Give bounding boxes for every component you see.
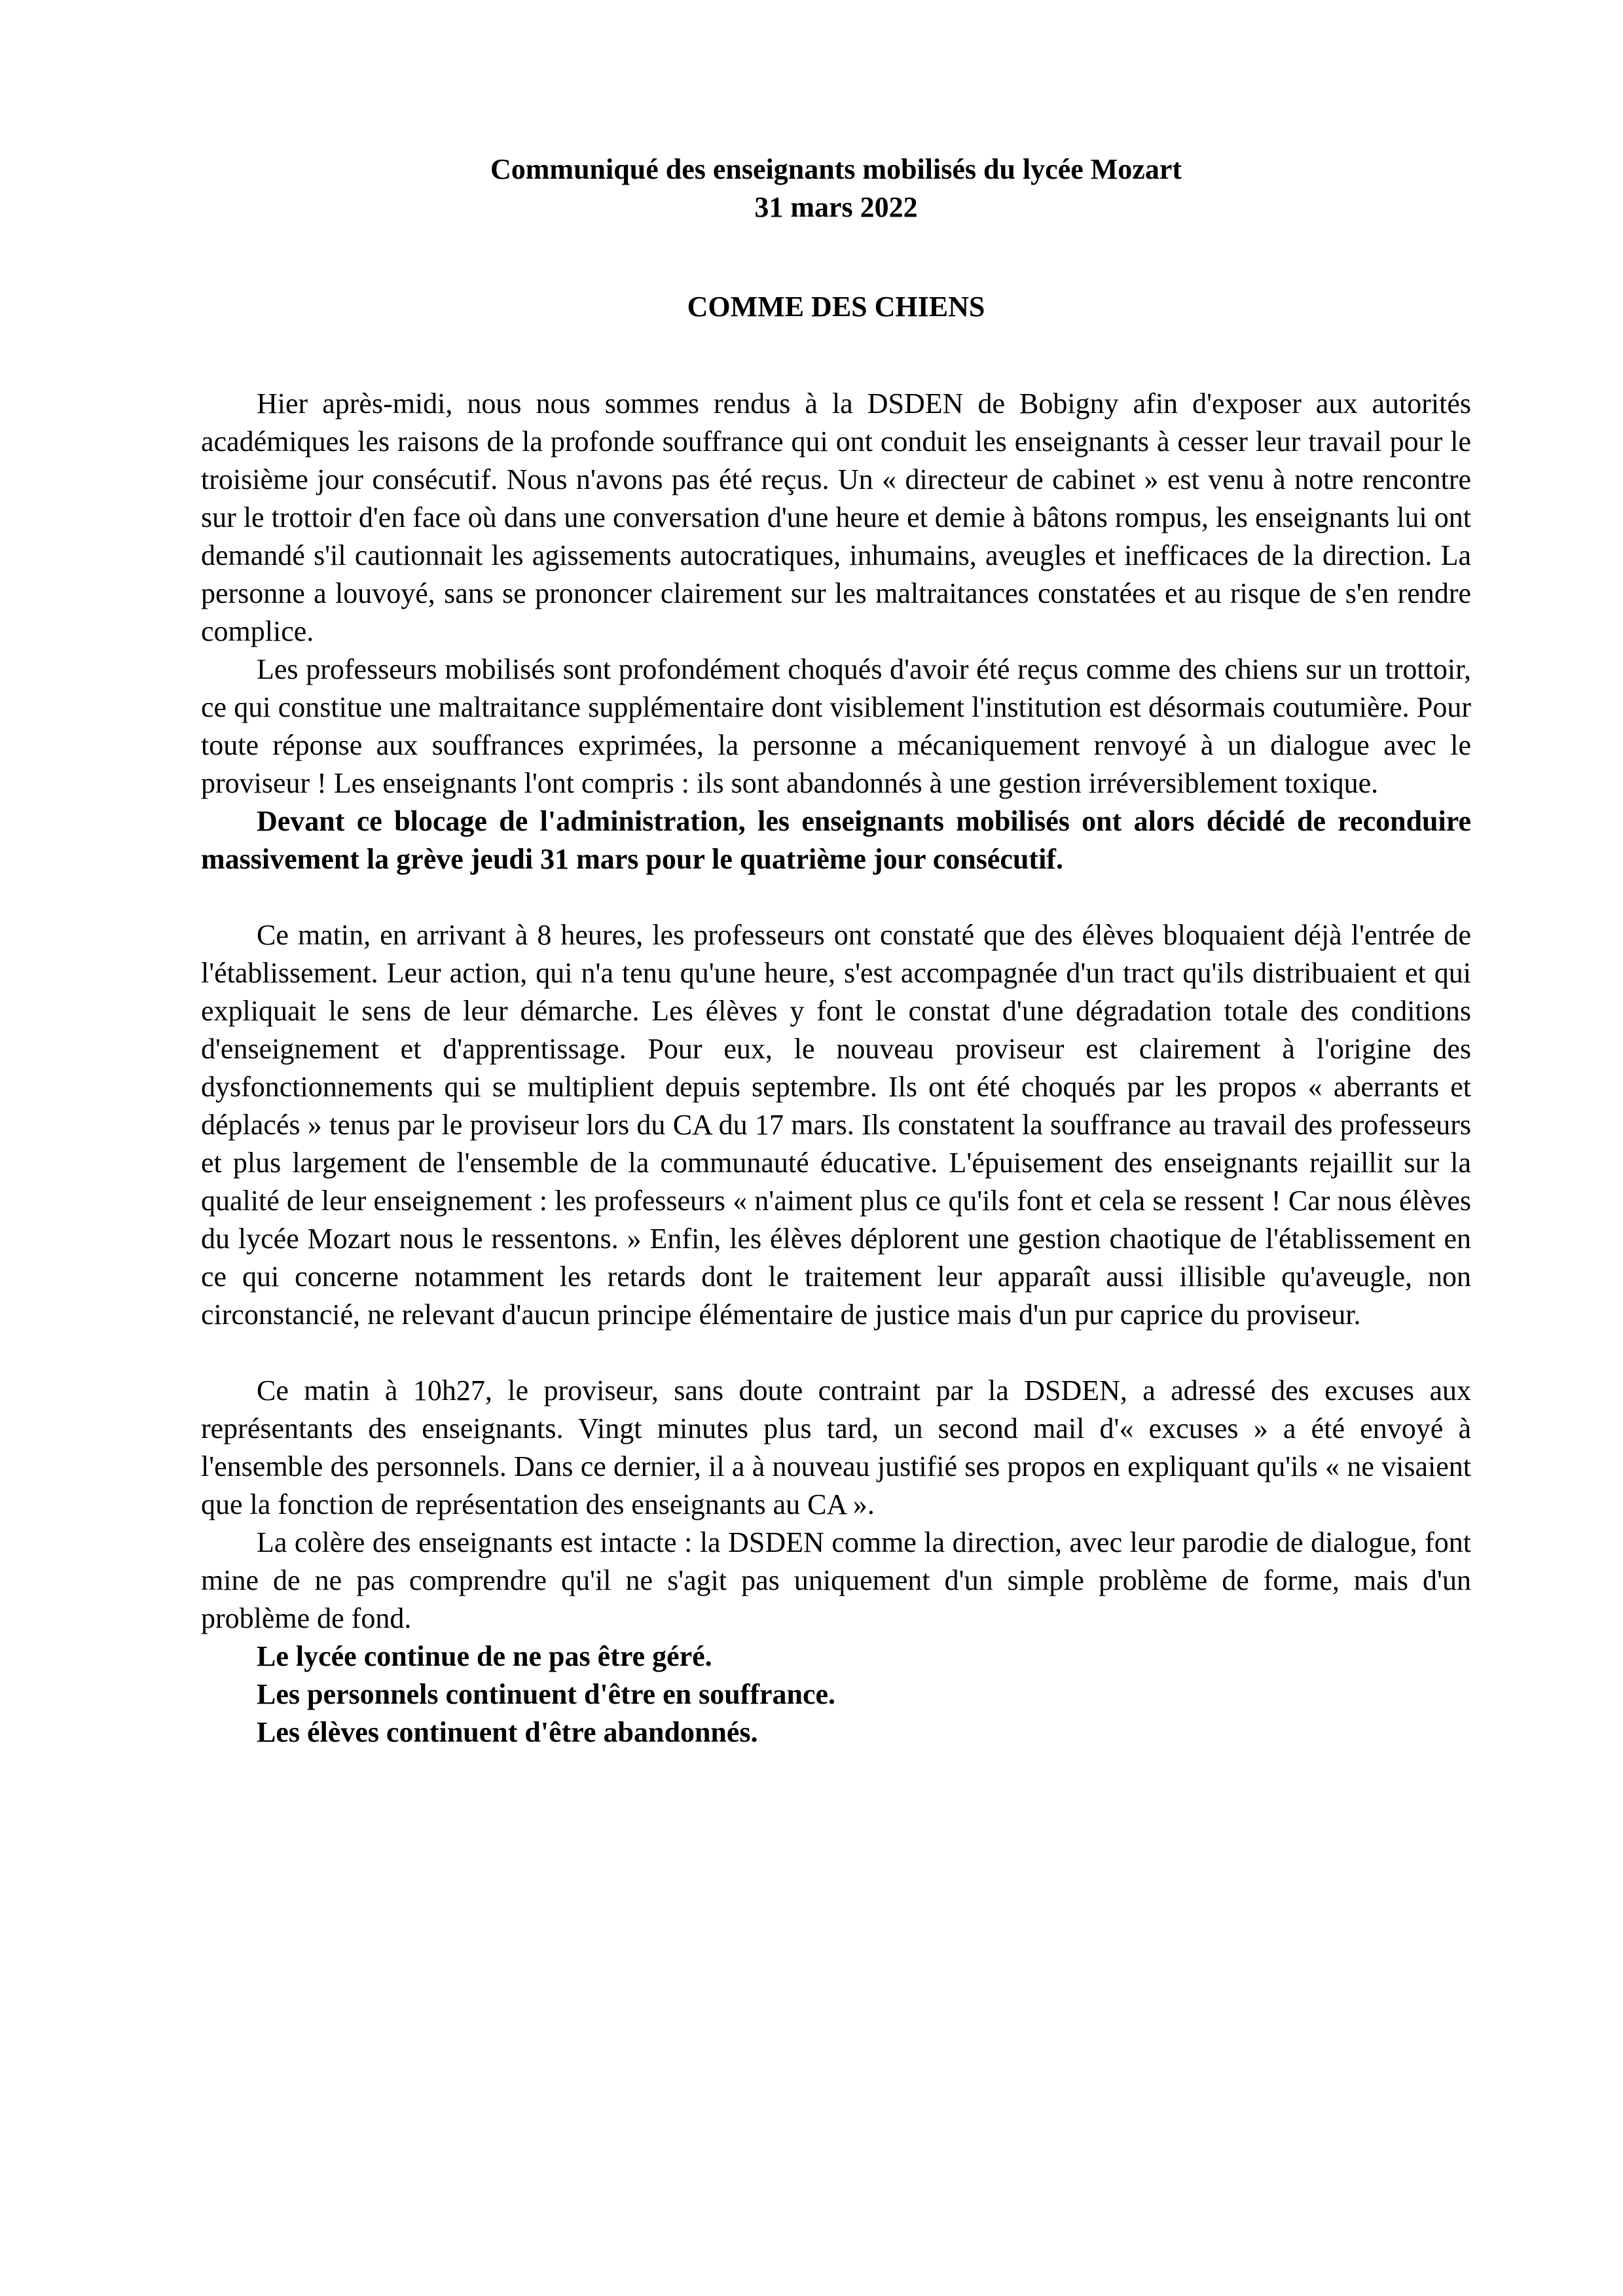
paragraph-spacer	[201, 1334, 1471, 1372]
header-title: Communiqué des enseignants mobilisés du lycée Mozart	[490, 153, 1182, 185]
paragraph-3-bold: Devant ce blocage de l'administration, les enseignants mobilisés ont alors décidé de reconduire massivement la grève jeudi 31 mars pour le quatrième jour consécutif.	[201, 805, 1471, 875]
paragraph-5: Ce matin à 10h27, le proviseur, sans doute contraint par la DSDEN, a adressé des excuses aux représentants des enseignants. Vingt minutes plus tard, un second mail d'« excuses » a été envoyé à l'ensemble des personnels. Dans ce dernier, il a à nouveau justifié ses propos en expliquant qu'ils « ne visaient que la fonction de représentation des enseignants au CA ».	[201, 1374, 1471, 1520]
conclusion-line-3: Les élèves continuent d'être abandonnés.	[257, 1716, 758, 1748]
paragraph-4: Ce matin, en arrivant à 8 heures, les professeurs ont constaté que des élèves bloquaient déjà l'entrée de l'établissement. Leur action, qui n'a tenu qu'une heure, s'est accompagnée d'un tract qu'ils distribuaient et qui expliquait le sens de leur démarche. Les élèves y font le constat d'une dégradation totale des conditions d'enseignement et d'apprentissage. Pour eux, le nouveau proviseur est clairement à l'origine des dysfonctionnements qui se multiplient depuis septembre. Ils ont été choqués par les propos « aberrants et déplacés » tenus par le proviseur lors du CA du 17 mars. Ils constatent la souffrance au travail des professeurs et plus largement de l'ensemble de la communauté éducative. L'épuisement des enseignants rejaillit sur la qualité de leur enseignement : les professeurs « n'aiment plus ce qu'ils font et cela se ressent ! Car nous élèves du lycée Mozart nous le ressentons. » Enfin, les élèves déplorent une gestion chaotique de l'établissement en ce qui concerne notamment les retards dont le traitement leur apparaît aussi illisible qu'aveugle, non circonstancié, ne relevant d'aucun principe élémentaire de justice mais d'un pur caprice du proviseur.	[201, 919, 1471, 1331]
document-header	[201, 151, 1471, 226]
paragraph-1: Hier après-midi, nous nous sommes rendus à la DSDEN de Bobigny afin d'exposer aux autorités académiques les raisons de la profonde souffrance qui ont conduit les enseignants à cesser leur travail pour le troisième jour consécutif. Nous n'avons pas été reçus. Un « directeur de cabinet » est venu à notre rencontre sur le trottoir d'en face où dans une conversation d'une heure et demie à bâtons rompus, les enseignants lui ont demandé s'il cautionnait les agissements autocratiques, inhumains, aveugles et inefficaces de la direction. La personne a louvoyé, sans se prononcer clairement sur les maltraitances constatées et au risque de s'en rendre complice.	[201, 387, 1471, 647]
paragraph-6: La colère des enseignants est intacte : la DSDEN comme la direction, avec leur parodie de dialogue, font mine de ne pas comprendre qu'il ne s'agit pas uniquement d'un simple problème de forme, mais d'un problème de fond.	[201, 1526, 1471, 1634]
document-title: COMME DES CHIENS	[687, 291, 985, 323]
conclusion-block	[201, 1638, 1471, 1751]
document-body	[201, 151, 1471, 1751]
conclusion-line-1: Le lycée continue de ne pas être géré.	[257, 1640, 712, 1672]
paragraph-spacer	[201, 878, 1471, 916]
conclusion-line-2: Les personnels continuent d'être en souffrance.	[257, 1678, 836, 1710]
paragraph-2: Les professeurs mobilisés sont profondément choqués d'avoir été reçus comme des chiens sur un trottoir, ce qui constitue une maltraitance supplémentaire dont visiblement l'institution est désormais coutumière. Pour toute réponse aux souffrances exprimées, la personne a mécaniquement renvoyé à un dialogue avec le proviseur ! Les enseignants l'ont compris : ils sont abandonnés à une gestion irréversiblement toxique.	[201, 653, 1471, 799]
header-date: 31 mars 2022	[754, 191, 918, 223]
